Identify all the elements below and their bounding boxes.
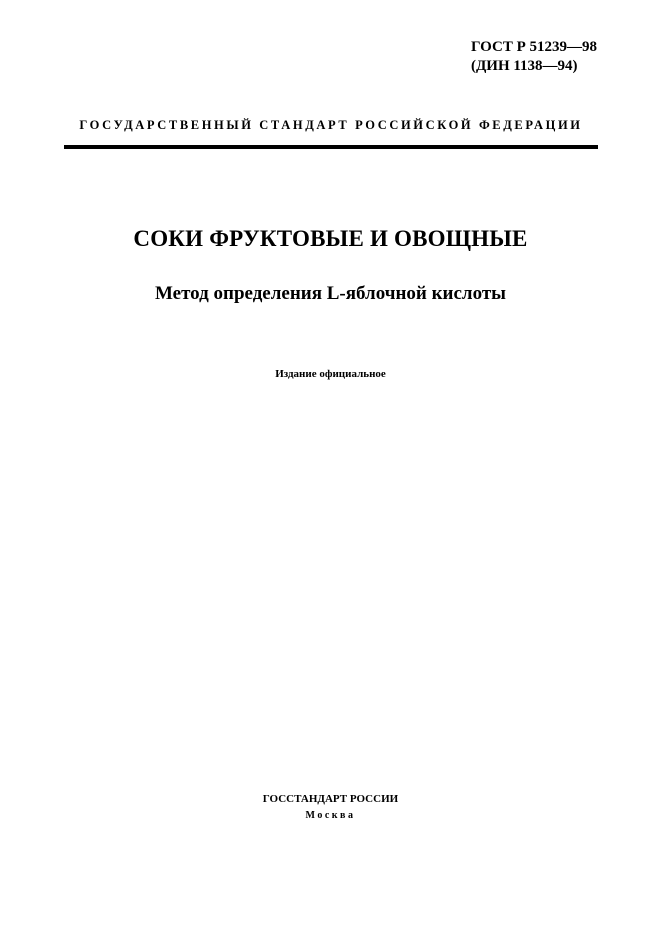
document-code	[471, 38, 597, 76]
original-standard-number: (ДИН 1138—94)	[470, 58, 578, 74]
standard-header: ГОСУДАРСТВЕННЫЙ СТАНДАРТ РОССИЙСКОЙ ФЕДЕРАЦИИ	[79, 118, 583, 132]
publication-city: Москва	[305, 810, 356, 821]
standard-number: ГОСТ Р 51239—98	[470, 39, 597, 55]
edition-note: Издание официальное	[275, 368, 386, 380]
publisher: ГОССТАНДАРТ РОССИИ	[262, 793, 399, 805]
document-subtitle: Метод определения L-яблочной кислоты	[154, 283, 506, 304]
document-title: СОКИ ФРУКТОВЫЕ И ОВОЩНЫЕ	[133, 226, 528, 251]
header-divider	[64, 145, 598, 149]
